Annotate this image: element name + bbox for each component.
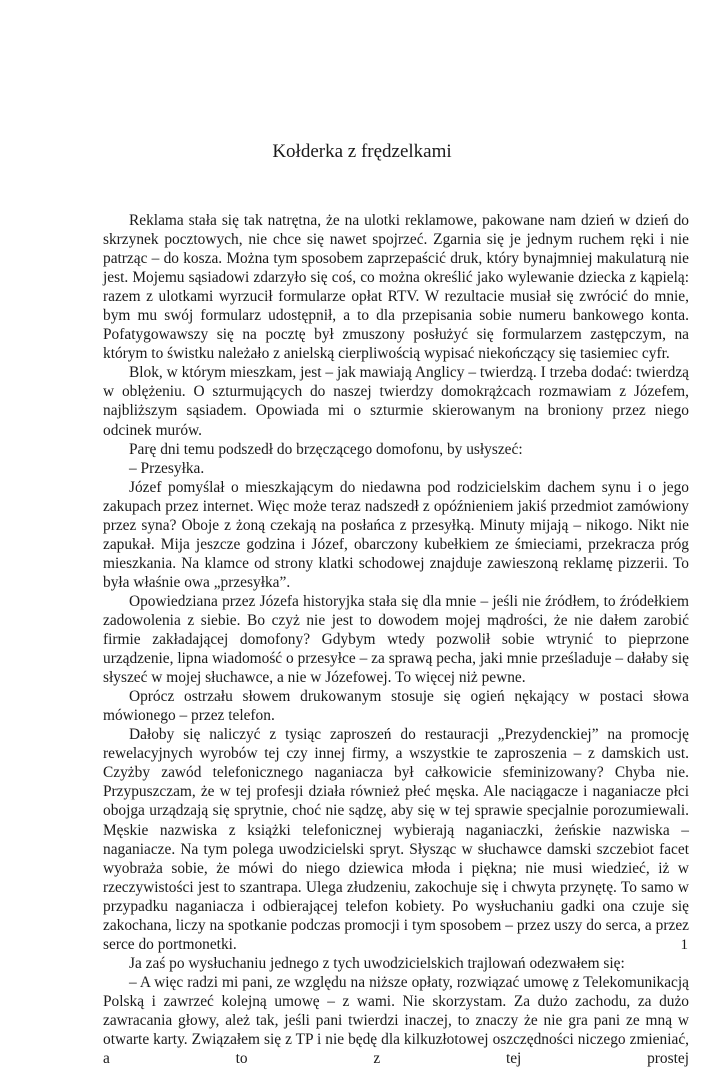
paragraph: – Przesyłka. xyxy=(129,459,205,477)
paragraph: Dałoby się naliczyć z tysiąc zaproszeń do restauracji „Prezydenckiej” na promocję rewelacyjnych wyrobów tej czy innej firmy, a wszystkie te zaproszenia – z damskich ust. Czyżby zawód telefonicznego naganiacza był całkowicie sfeminizowany? Chyba nie. Przypuszczam, że w tej profesji działa również płeć męska. Ale naciągacze i naganiacze płci obojga urządzają się sprytnie, choć nie sądzę, aby się w tej sprawie specjalnie porozumiewali. Męskie nazwiska z książki telefonicznej wybierają naganiaczki, żeńskie nazwiska – naganiacze. Na tym polega uwodzicielski spryt. Słysząc w słuchawce damski szczebiot facet wyobraża sobie, że mówi do niego dziewica młoda i piękna; nie musi wiedzieć, iż w rzeczywistości jest to szantrapa. Ulega złudzeniu, zakochuje się i chwyta przynętę. To samo w przypadku naganiacza i odbierającej telefon kobiety. Po wysłuchaniu gadki ona czuje się zakochana, liczy na spotkanie podczas promocji i tym sposobem – przez uszy do serca, a przez serce do portmonetki. xyxy=(103,726,689,953)
paragraph: Reklama stała się tak natrętna, że na ulotki reklamowe, pakowane nam dzień w dzień do skrzynek pocztowych, nie chce się nawet spojrzeć. Zgarnia się je jednym ruchem ręki i nie patrząc – do kosza. Można tym sposobem zaprzepaścić druk, który bynajmniej makulaturą nie jest. Mojemu sąsiadowi zdarzyło się coś, co można określić jako wylewanie dziecka z kąpielą: razem z ulotkami wyrzucił formularze opłat RTV. W rezultacie musiał się zwrócić do mnie, bym mu swój formularz udostępnił, a to dla przepisania sobie numeru bankowego konta. Pofatygowawszy się na pocztę był zmuszony posłużyć się formularzem zastępczym, na którym to świstku należało z anielską cierpliwością wypisać niekończący się tasiemiec cyfr. xyxy=(103,212,689,363)
document-title: Kołderka z frędzelkami xyxy=(272,141,452,162)
paragraph: Opowiedziana przez Józefa historyjka stała się dla mnie – jeśli nie źródłem, to źródełkiem zadowolenia z siebie. Bo czyż nie jest to dowodem mojej mądrości, że nie dałem zarobić firmie zakładającej domofony? Gdybym wtedy pozwolił sobie wtrynić to pieprzone urządzenie, lipna wiadomość o przesyłce – za sprawą pecha, jaki mnie prześladuje – dałaby się słyszeć w mojej słuchawce, a nie w Józefowej. To więcej niż pewne. xyxy=(103,592,689,687)
paragraph: Józef pomyślał o mieszkającym do niedawna pod rodzicielskim dachem synu i o jego zakupach przez internet. Więc może teraz nadszedł z opóźnieniem jakiś przedmiot zamówiony przez syna? Oboje z żoną czekają na posłańca z przesyłką. Minuty mijają – nikogo. Nikt nie zapukał. Mija jeszcze godzina i Józef, obarczony kubełkiem ze śmieciami, przekracza próg mieszkania. Na klamce od strony klatki schodowej znajduje zawieszoną reklamę pizzerii. To była właśnie owa „przesyłka”. xyxy=(103,478,689,591)
page-number: 1 xyxy=(680,937,688,953)
document-body xyxy=(103,211,689,1068)
paragraph: Blok, w którym mieszkam, jest – jak mawiają Anglicy – twierdzą. I trzeba dodać: twierdzą w oblężeniu. O szturmujących do naszej twierdzy domokrążcach rozmawiam z Józefem, najbliższym sąsiadem. Opowiada mi o szturmie skierowanym na broniony przez niego odcinek murów. xyxy=(103,364,689,439)
paragraph: Parę dni temu podszedł do brzęczącego domofonu, by usłyszeć: xyxy=(129,440,523,458)
paragraph: Oprócz ostrzału słowem drukowanym stosuje się ogień nękający w postaci słowa mówionego – przez telefon. xyxy=(103,688,689,725)
paragraph: Ja zaś po wysłuchaniu jednego z tych uwodzicielskich trajlowań odezwałem się: xyxy=(129,954,625,972)
paragraph: – A więc radzi mi pani, ze względu na niższe opłaty, rozwiązać umowę z Telekomunikacją Polską i zawrzeć kolejną umowę – z wami. Nie skorzystam. Za dużo zachodu, za dużo zawracania głowy, ależ tak, jeśli pani twierdzi inaczej, to znaczy że nie gra pani ze mną w otwarte karty. Związałem się z TP i nie będę dla kilkuzłotowej oszczędności niczego zmieniać, a to z tej prostej xyxy=(103,973,689,1068)
